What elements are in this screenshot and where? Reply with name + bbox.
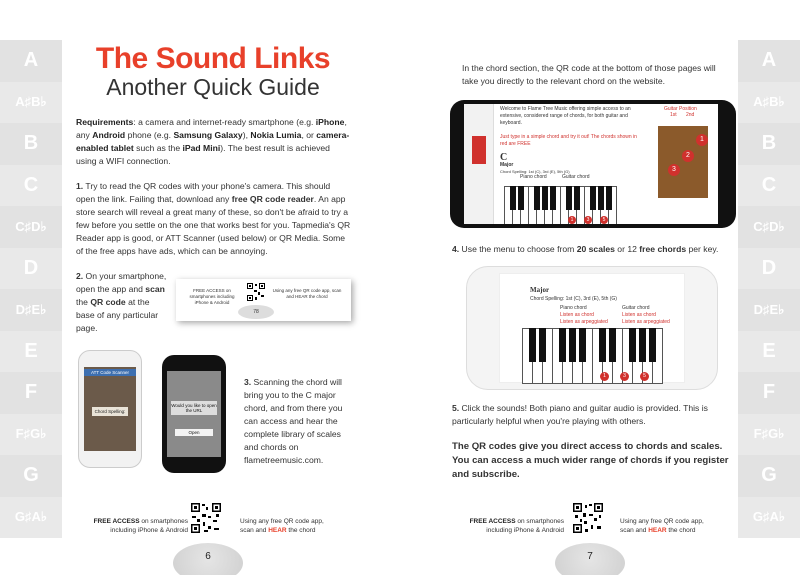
key-tab: A♯B♭	[738, 82, 800, 124]
key-tab: C	[0, 165, 62, 207]
step-number: 2.	[76, 271, 84, 281]
step-5	[452, 402, 732, 428]
chord-name: Major	[530, 286, 550, 294]
text: the chord	[666, 527, 696, 534]
listen-arpeggio-link[interactable]: Listen as arpeggiated	[622, 319, 670, 325]
text: Click the sounds! Both piano and guitar audio is provided. This is particularly helpful when you're playing with others.	[452, 403, 708, 426]
key-tab: B	[738, 123, 800, 165]
black-key[interactable]	[649, 328, 656, 362]
sidebar	[464, 104, 494, 224]
text: ),	[242, 130, 251, 140]
key-tab: G	[738, 455, 800, 497]
black-key[interactable]	[559, 328, 566, 362]
free-notice: Just type in a simple chord and try it out! The chords shown in red are FREE	[500, 134, 637, 147]
key-tab: C♯D♭	[738, 206, 800, 248]
note-marker: 1	[600, 372, 609, 381]
footer-scan-hint	[240, 517, 350, 535]
right-page	[448, 0, 738, 575]
black-key[interactable]	[539, 328, 546, 362]
black-key[interactable]	[569, 328, 576, 362]
step-2	[76, 270, 168, 335]
note-marker: 3	[584, 216, 592, 224]
key-tab: D♯E♭	[738, 289, 800, 331]
note-marker: 5	[600, 216, 608, 224]
text: on smartphones	[515, 518, 564, 525]
text: iPhone	[315, 117, 345, 127]
text: scan and	[620, 527, 649, 534]
black-key[interactable]	[598, 186, 604, 210]
black-key[interactable]	[606, 186, 612, 210]
phone-landscape-screenshot	[466, 266, 718, 390]
phone-scanner-image	[78, 350, 142, 468]
note-marker: 3	[620, 372, 629, 381]
text: the chord	[286, 527, 316, 534]
black-key[interactable]	[629, 328, 636, 362]
phone-screen	[84, 367, 136, 451]
text: including iPhone & Android	[110, 527, 188, 534]
key-tab: D	[738, 248, 800, 290]
black-key[interactable]	[574, 186, 580, 210]
key-tab: A♯B♭	[0, 82, 62, 124]
chord-spelling: Chord Spelling: 1st (C), 3rd (E), 5th (G)	[530, 296, 617, 302]
right-key-tabs	[738, 40, 800, 538]
text: on smartphones	[139, 518, 188, 525]
piano-keyboard	[522, 328, 662, 384]
fret-marker: 3	[668, 164, 680, 176]
text: Android	[92, 130, 126, 140]
key-tab: F	[738, 372, 800, 414]
text: scan	[145, 284, 165, 294]
guitar-chord-label: Guitar chord	[562, 174, 590, 180]
piano-chord-label: Piano chord	[520, 174, 547, 180]
page-title: The Sound Links	[95, 42, 331, 75]
text: such as the	[133, 143, 183, 153]
black-key[interactable]	[550, 186, 556, 210]
preview-page-number: 78	[238, 305, 274, 319]
qr-footer-preview	[176, 279, 351, 321]
black-key[interactable]	[518, 186, 524, 210]
step-1	[76, 180, 351, 258]
key-tab: D♯E♭	[0, 289, 62, 331]
chord-name: Major	[500, 162, 514, 168]
text: free chords	[639, 244, 687, 254]
text: On your smartphone, open the app and	[76, 271, 167, 294]
key-tab: E	[738, 331, 800, 373]
key-tab: D	[0, 248, 62, 290]
text: Using any free QR code app,	[620, 518, 704, 525]
black-key[interactable]	[639, 328, 646, 362]
black-key[interactable]	[590, 186, 596, 210]
text: Using any free QR code app,	[240, 518, 324, 525]
text: or 12	[614, 244, 640, 254]
welcome-text: Welcome to Flame Tree Music offering simple access to an extensive, considered range of chords, for both guitar and keyboard.	[500, 106, 631, 126]
qr-code-icon	[190, 502, 222, 534]
page-number: 7	[555, 543, 625, 575]
step-number: 5.	[452, 403, 460, 413]
preview-scan-text: Using any free QR code app, scan and HEAR the chord	[272, 288, 342, 299]
qr-code-icon	[572, 502, 604, 534]
text: phone (e.g.	[125, 130, 174, 140]
footer-free-access	[78, 517, 188, 535]
text: Use the menu to choose from	[459, 244, 577, 254]
text: Try to read the QR codes with your phone's camera. This should open the link. Failing that, download any	[76, 181, 331, 204]
black-key[interactable]	[566, 186, 572, 210]
guitar-position-header: Guitar Position	[664, 106, 697, 112]
listen-chord-link[interactable]: Listen as chord	[622, 312, 656, 318]
text: : a camera and internet-ready smartphone (e.g.	[133, 117, 316, 127]
chord-letter: C	[500, 152, 508, 163]
step-number: 3.	[244, 377, 252, 387]
text: HEAR	[648, 527, 667, 534]
text: Scanning the chord will bring you to the C major chord, and from there you can access and hear the complete library of scales and chords on flametreemusic.com.	[244, 377, 343, 465]
text: 20 scales	[576, 244, 615, 254]
black-key[interactable]	[599, 328, 606, 362]
fret-label: 1st	[670, 112, 677, 118]
fret-marker: 1	[696, 134, 708, 146]
step-4	[452, 243, 732, 256]
key-tab: C♯D♭	[0, 206, 62, 248]
open-url-prompt: Would you like to open the URL	[171, 403, 217, 413]
text: , or	[301, 130, 317, 140]
text: Samsung Galaxy	[173, 130, 243, 140]
footer-free-access	[454, 517, 564, 535]
black-key[interactable]	[579, 328, 586, 362]
text: including iPhone & Android	[486, 527, 564, 534]
text: free QR code reader	[231, 194, 314, 204]
chord-section-intro: In the chord section, the QR code at the bottom of those pages will take you directly to the relevant chord on the website.	[462, 63, 716, 86]
text: at the base of any particular page.	[76, 297, 159, 333]
step-3	[244, 376, 352, 467]
requirements-label: Requirements	[76, 117, 134, 127]
key-tab: G♯A♭	[0, 497, 62, 539]
phone-open-url-image	[162, 355, 226, 473]
piano-keyboard	[504, 186, 616, 224]
preview-free-access: FREE ACCESS on smartphones including iPhone & Android	[189, 288, 235, 305]
listen-chord-link[interactable]: Listen as chord	[560, 312, 594, 318]
step-number: 1.	[76, 181, 84, 191]
requirements-paragraph	[76, 116, 351, 168]
left-page	[62, 0, 362, 575]
text: , any	[76, 117, 347, 140]
page-number: 6	[173, 543, 243, 575]
key-tab: A	[738, 40, 800, 82]
key-tab: F♯G♭	[738, 414, 800, 456]
step-number: 4.	[452, 244, 460, 254]
black-key[interactable]	[542, 186, 548, 210]
fret-marker: 2	[682, 150, 694, 162]
key-tab: C	[738, 165, 800, 207]
phone-screen	[499, 273, 685, 383]
black-key[interactable]	[534, 186, 540, 210]
text: FREE ACCESS	[93, 518, 140, 525]
fret-label: 2nd	[686, 112, 695, 118]
scanner-header: ATT Code Scanner	[84, 369, 136, 376]
key-tab: G♯A♭	[738, 497, 800, 539]
text: camera-enabled tablet	[76, 130, 350, 153]
text: ). The best result is achieved using a WIFI connection.	[76, 143, 330, 166]
text: iPad Mini	[182, 143, 221, 153]
scanner-chord-spelling: Chord Spelling:	[92, 407, 128, 416]
key-tab: F♯G♭	[0, 414, 62, 456]
text: HEAR	[268, 527, 287, 534]
website-screen	[464, 104, 718, 224]
chord-spelling: Chord Spelling: 1st (C), 3rd (E), 5th (G)	[500, 169, 570, 174]
key-tab: G	[0, 455, 62, 497]
subscribe-note: The QR codes give you direct access to chords and scales. You can access a much wider range of chords if you register and subscribe.	[452, 441, 729, 480]
text: the	[76, 297, 91, 307]
phone-screen	[167, 371, 221, 457]
black-key[interactable]	[529, 328, 536, 362]
note-marker: 1	[568, 216, 576, 224]
text: Nokia Lumia	[250, 130, 302, 140]
footer-scan-hint	[620, 517, 730, 535]
piano-chord-label: Piano chord	[560, 305, 587, 311]
key-tab: E	[0, 331, 62, 373]
website-screenshot-phone	[450, 100, 736, 228]
key-tab: B	[0, 123, 62, 165]
guitar-chord-label: Guitar chord	[622, 305, 650, 311]
page-subtitle: Another Quick Guide	[106, 74, 320, 100]
key-tab: F	[0, 372, 62, 414]
left-key-tabs	[0, 40, 62, 538]
text: FREE ACCESS	[469, 518, 516, 525]
text: per key.	[686, 244, 719, 254]
text: . An app store search will reveal a great many of these, so don't be afraid to try a few before you settle on the one that works best for you. Tapmedia's QR Reader app is good, or ATT Scanner (used below) or QR Media. Some of the free apps have ads, which can be annoying.	[76, 194, 351, 256]
key-tab: A	[0, 40, 62, 82]
open-url-button: Open	[175, 429, 213, 436]
black-key[interactable]	[609, 328, 616, 362]
sidebar-highlight	[472, 136, 486, 164]
note-marker: 5	[640, 372, 649, 381]
text: scan and	[240, 527, 269, 534]
text: QR code	[90, 297, 126, 307]
black-key[interactable]	[510, 186, 516, 210]
listen-arpeggio-link[interactable]: Listen as arpeggiated	[560, 319, 608, 325]
qr-code-icon	[246, 282, 266, 302]
